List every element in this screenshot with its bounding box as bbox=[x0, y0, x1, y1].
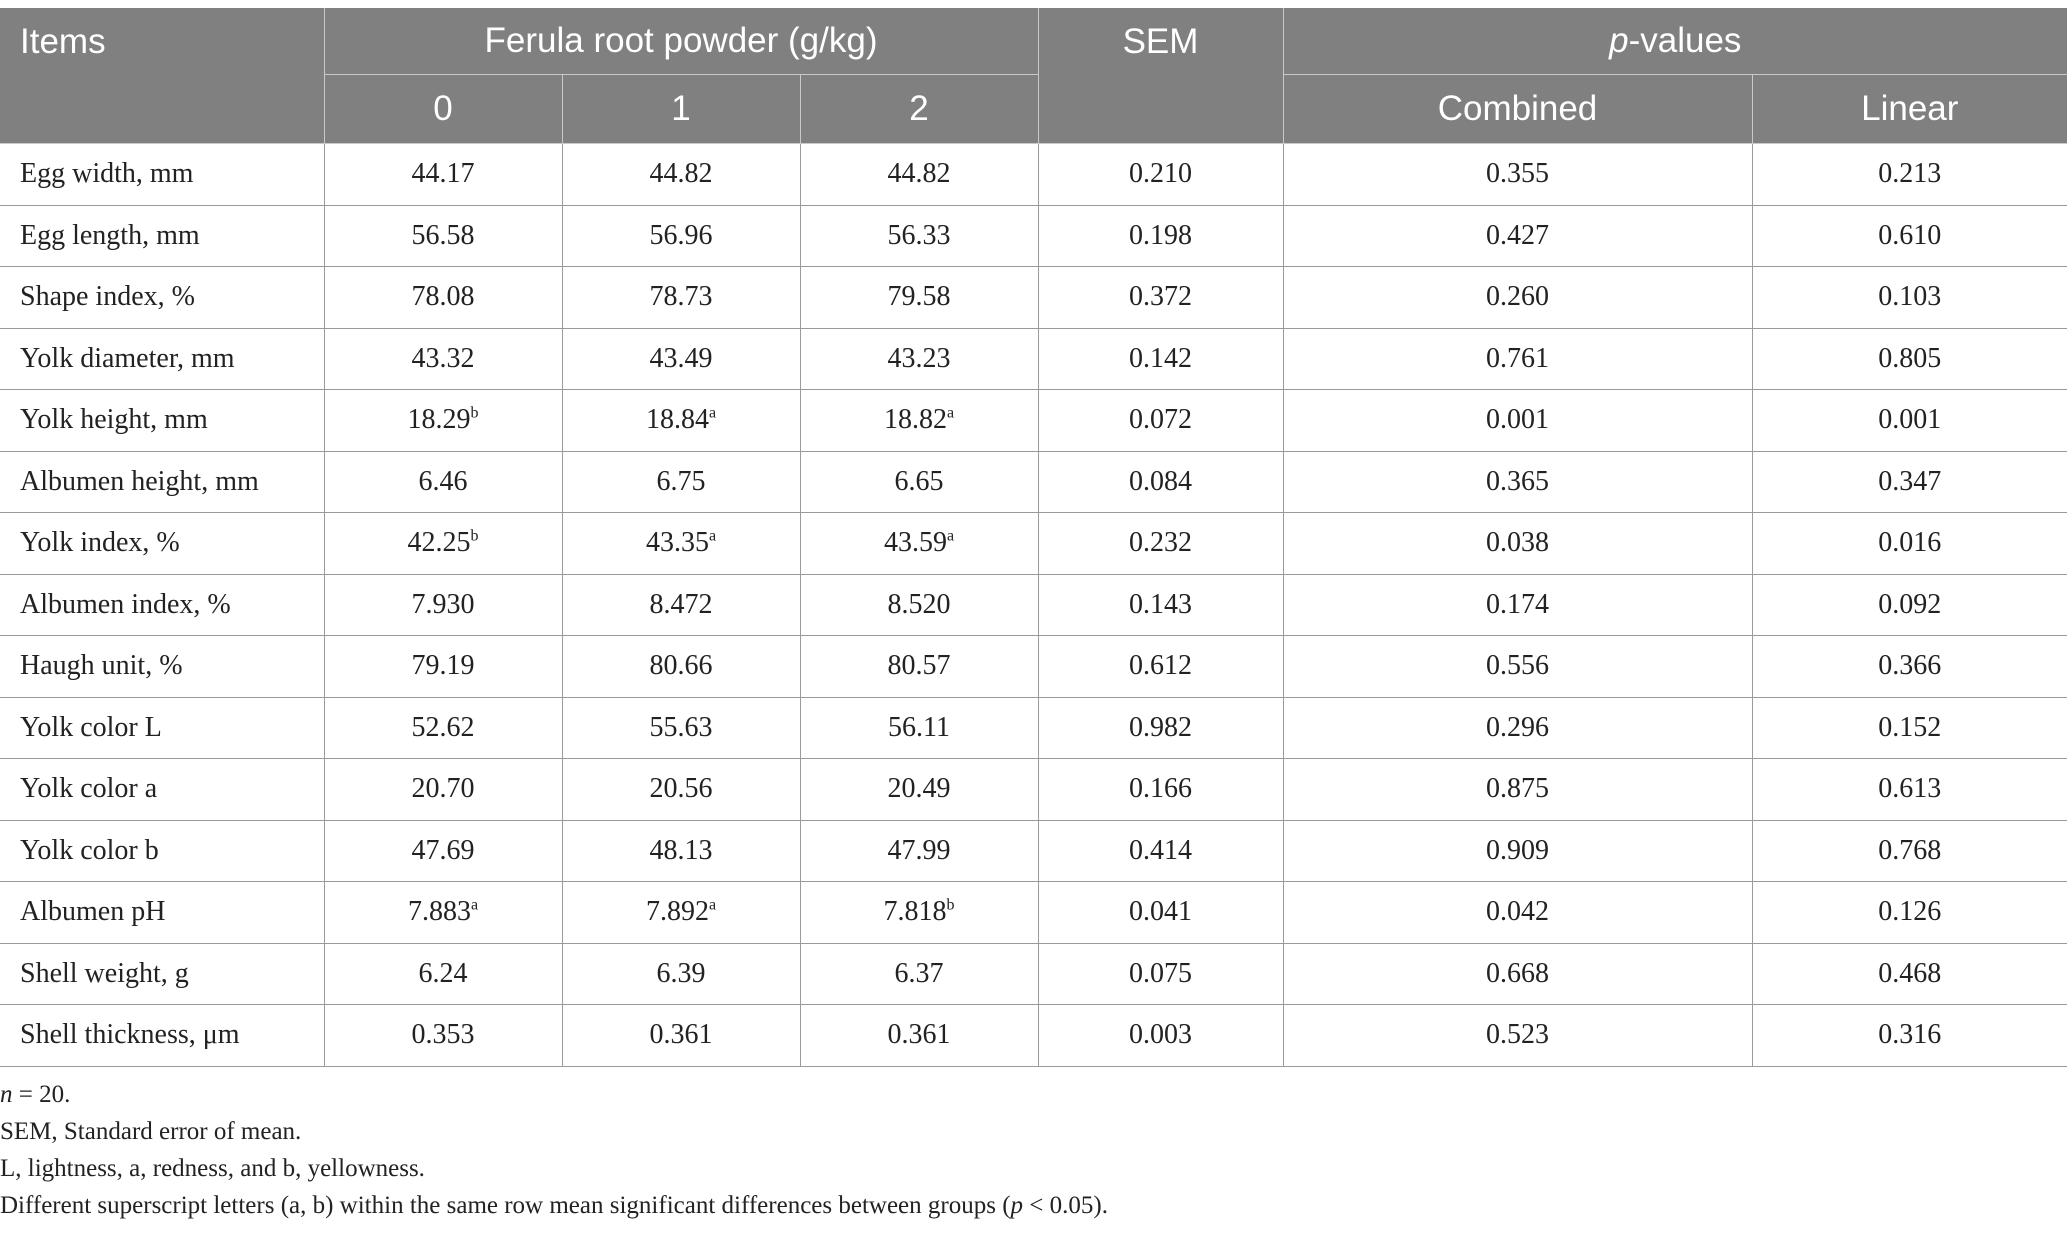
combined-pvalue-text: 0.427 bbox=[1486, 219, 1550, 251]
linear-pvalue bbox=[1752, 144, 2067, 206]
dose-2-value-text: 44.82 bbox=[887, 158, 951, 190]
dose-2-header: 2 bbox=[800, 75, 1038, 144]
footnote-significance bbox=[0, 1187, 1108, 1224]
dose-0-value-text: 56.58 bbox=[411, 219, 475, 251]
linear-pvalue-text: 0.366 bbox=[1878, 650, 1942, 682]
linear-pvalue-text: 0.016 bbox=[1878, 527, 1942, 559]
combined-pvalue-text: 0.365 bbox=[1486, 465, 1550, 497]
row-label bbox=[0, 451, 324, 513]
linear-pvalue bbox=[1752, 820, 2067, 882]
footnote-n-text: = 20. bbox=[12, 1081, 71, 1108]
dose-2-value bbox=[800, 820, 1038, 882]
row-label bbox=[0, 759, 324, 821]
row-label bbox=[0, 636, 324, 698]
linear-pvalue-text: 0.092 bbox=[1878, 588, 1942, 620]
significance-superscript: a bbox=[946, 527, 955, 545]
dose-2-value-text: 8.520 bbox=[887, 588, 951, 620]
row-label-text: Yolk color L bbox=[20, 711, 162, 743]
sem-value bbox=[1038, 820, 1283, 882]
dose-2-value-text: 43.23 bbox=[887, 342, 951, 374]
dose-2-value-text: 43.59 bbox=[883, 527, 947, 559]
linear-pvalue bbox=[1752, 267, 2067, 329]
dose-0-value-text: 18.29 bbox=[407, 404, 471, 436]
combined-pvalue-text: 0.174 bbox=[1486, 588, 1550, 620]
footnote-sem: SEM, Standard error of mean. bbox=[0, 1118, 302, 1145]
dose-1-value-text: 0.361 bbox=[649, 1019, 713, 1051]
dose-1-value bbox=[562, 267, 800, 329]
dose-1-value-text: 80.66 bbox=[649, 650, 713, 682]
linear-pvalue-text: 0.468 bbox=[1878, 957, 1942, 989]
dose-0-header: 0 bbox=[324, 75, 562, 144]
table-footnotes bbox=[0, 1076, 1108, 1224]
combined-pvalue bbox=[1283, 636, 1752, 698]
dose-2-value-text: 80.57 bbox=[887, 650, 951, 682]
row-label-text: Egg length, mm bbox=[20, 219, 200, 251]
row-label-text: Yolk color a bbox=[20, 773, 158, 805]
dose-0-value-text: 52.62 bbox=[411, 711, 475, 743]
pvalues-header bbox=[1283, 8, 2067, 75]
combined-pvalue-text: 0.875 bbox=[1486, 773, 1550, 805]
dose-2-value bbox=[800, 451, 1038, 513]
dose-2-value bbox=[800, 390, 1038, 452]
linear-pvalue bbox=[1752, 759, 2067, 821]
dose-0-value bbox=[324, 267, 562, 329]
footnote-sig-after: < 0.05). bbox=[1023, 1192, 1108, 1219]
dose-0-value-text: 47.69 bbox=[411, 834, 475, 866]
sem-value-text: 0.612 bbox=[1129, 650, 1193, 682]
dose-1-value-text: 44.82 bbox=[649, 158, 713, 190]
ferula-group-header: Ferula root powder (g/kg) bbox=[324, 8, 1038, 75]
table-row bbox=[0, 697, 2067, 759]
row-label bbox=[0, 574, 324, 636]
dose-0-value-text: 7.930 bbox=[411, 588, 475, 620]
linear-pvalue-text: 0.152 bbox=[1878, 711, 1942, 743]
dose-0-value-text: 42.25 bbox=[407, 527, 471, 559]
dose-2-value bbox=[800, 636, 1038, 698]
sem-value-text: 0.210 bbox=[1129, 158, 1193, 190]
sem-value-text: 0.041 bbox=[1129, 896, 1193, 928]
linear-pvalue-text: 0.213 bbox=[1878, 158, 1942, 190]
dose-2-value-text: 56.33 bbox=[887, 219, 951, 251]
footnote-n-italic: n bbox=[0, 1081, 13, 1108]
combined-pvalue-text: 0.761 bbox=[1486, 342, 1550, 374]
table-row bbox=[0, 820, 2067, 882]
dose-1-value-text: 55.63 bbox=[649, 711, 713, 743]
combined-pvalue-text: 0.042 bbox=[1486, 896, 1550, 928]
dose-0-value bbox=[324, 144, 562, 206]
combined-pvalue bbox=[1283, 574, 1752, 636]
sem-value-text: 0.166 bbox=[1129, 773, 1193, 805]
linear-header: Linear bbox=[1752, 75, 2067, 144]
table-row bbox=[0, 205, 2067, 267]
table-row bbox=[0, 451, 2067, 513]
row-label-text: Albumen index, % bbox=[20, 588, 231, 620]
dose-0-value-text: 43.32 bbox=[411, 342, 475, 374]
dose-1-value bbox=[562, 943, 800, 1005]
dose-0-value-text: 44.17 bbox=[411, 158, 475, 190]
dose-2-value bbox=[800, 328, 1038, 390]
dose-0-value-text: 6.24 bbox=[418, 957, 468, 989]
linear-pvalue-text: 0.103 bbox=[1878, 281, 1942, 313]
dose-0-value-text: 20.70 bbox=[411, 773, 475, 805]
footnote-color: L, lightness, a, redness, and b, yellowness. bbox=[0, 1155, 425, 1182]
row-label-text: Shell weight, g bbox=[20, 957, 189, 989]
table-body bbox=[0, 144, 2067, 1067]
row-label-text: Yolk index, % bbox=[20, 527, 180, 559]
row-label-text: Yolk height, mm bbox=[20, 404, 208, 436]
dose-2-value-text: 7.818 bbox=[883, 896, 947, 928]
dose-1-value-text: 56.96 bbox=[649, 219, 713, 251]
combined-pvalue-text: 0.001 bbox=[1486, 404, 1550, 436]
table-row bbox=[0, 943, 2067, 1005]
linear-pvalue-text: 0.610 bbox=[1878, 219, 1942, 251]
table-row bbox=[0, 759, 2067, 821]
footnote-sig-italic: p bbox=[1010, 1192, 1024, 1219]
sem-value-text: 0.232 bbox=[1129, 527, 1193, 559]
sem-value bbox=[1038, 513, 1283, 575]
dose-2-value bbox=[800, 943, 1038, 1005]
dose-1-value-text: 6.39 bbox=[656, 957, 706, 989]
linear-pvalue bbox=[1752, 451, 2067, 513]
table-row bbox=[0, 1005, 2067, 1067]
combined-pvalue-text: 0.556 bbox=[1486, 650, 1550, 682]
sem-value bbox=[1038, 267, 1283, 329]
combined-pvalue bbox=[1283, 328, 1752, 390]
table-row bbox=[0, 882, 2067, 944]
footnote-n bbox=[0, 1076, 1108, 1113]
dose-1-value-text: 18.84 bbox=[645, 404, 709, 436]
sem-value bbox=[1038, 759, 1283, 821]
dose-1-value bbox=[562, 390, 800, 452]
dose-2-value-text: 6.65 bbox=[894, 465, 944, 497]
pvalues-header-text: -values bbox=[1628, 21, 1742, 60]
linear-pvalue bbox=[1752, 513, 2067, 575]
row-label bbox=[0, 328, 324, 390]
linear-pvalue-text: 0.126 bbox=[1878, 896, 1942, 928]
combined-pvalue bbox=[1283, 697, 1752, 759]
dose-2-value-text: 18.82 bbox=[883, 404, 947, 436]
dose-2-value bbox=[800, 697, 1038, 759]
dose-2-value bbox=[800, 574, 1038, 636]
dose-2-value bbox=[800, 513, 1038, 575]
row-label bbox=[0, 697, 324, 759]
dose-1-value bbox=[562, 1005, 800, 1067]
combined-pvalue bbox=[1283, 451, 1752, 513]
dose-0-value-text: 78.08 bbox=[411, 281, 475, 313]
dose-1-value-text: 8.472 bbox=[649, 588, 713, 620]
linear-pvalue bbox=[1752, 697, 2067, 759]
significance-superscript: b bbox=[470, 527, 479, 545]
dose-2-value-text: 56.11 bbox=[888, 711, 950, 743]
table-row bbox=[0, 513, 2067, 575]
dose-1-value bbox=[562, 820, 800, 882]
dose-2-value bbox=[800, 759, 1038, 821]
dose-2-value-text: 47.99 bbox=[887, 834, 951, 866]
linear-pvalue bbox=[1752, 390, 2067, 452]
dose-0-value-text: 6.46 bbox=[418, 465, 468, 497]
table-row bbox=[0, 144, 2067, 206]
header-row-1 bbox=[0, 8, 2067, 75]
significance-superscript: a bbox=[946, 404, 955, 422]
linear-pvalue bbox=[1752, 943, 2067, 1005]
row-label bbox=[0, 820, 324, 882]
table-container bbox=[0, 8, 2067, 1067]
significance-superscript: b bbox=[470, 404, 479, 422]
linear-pvalue bbox=[1752, 1005, 2067, 1067]
table-row bbox=[0, 636, 2067, 698]
combined-pvalue bbox=[1283, 943, 1752, 1005]
row-label-text: Yolk diameter, mm bbox=[20, 342, 235, 374]
sem-value bbox=[1038, 943, 1283, 1005]
sem-value bbox=[1038, 636, 1283, 698]
sem-value bbox=[1038, 144, 1283, 206]
row-label bbox=[0, 943, 324, 1005]
linear-pvalue-text: 0.316 bbox=[1878, 1019, 1942, 1051]
dose-1-value-text: 6.75 bbox=[656, 465, 706, 497]
combined-pvalue bbox=[1283, 390, 1752, 452]
sem-value bbox=[1038, 1005, 1283, 1067]
dose-1-value bbox=[562, 697, 800, 759]
sem-value bbox=[1038, 574, 1283, 636]
dose-2-value bbox=[800, 205, 1038, 267]
sem-value bbox=[1038, 328, 1283, 390]
sem-value-text: 0.142 bbox=[1129, 342, 1193, 374]
dose-2-value bbox=[800, 1005, 1038, 1067]
dose-1-value bbox=[562, 759, 800, 821]
row-label bbox=[0, 513, 324, 575]
egg-quality-table bbox=[0, 8, 2067, 1067]
combined-pvalue bbox=[1283, 205, 1752, 267]
row-label bbox=[0, 882, 324, 944]
combined-pvalue-text: 0.668 bbox=[1486, 957, 1550, 989]
sem-value bbox=[1038, 205, 1283, 267]
sem-value-text: 0.075 bbox=[1129, 957, 1193, 989]
dose-2-value bbox=[800, 882, 1038, 944]
significance-superscript: a bbox=[470, 896, 479, 914]
dose-1-value bbox=[562, 636, 800, 698]
combined-pvalue-text: 0.296 bbox=[1486, 711, 1550, 743]
linear-pvalue-text: 0.347 bbox=[1878, 465, 1942, 497]
row-label-text: Albumen height, mm bbox=[20, 465, 259, 497]
linear-pvalue-text: 0.001 bbox=[1878, 404, 1942, 436]
sem-value-text: 0.198 bbox=[1129, 219, 1193, 251]
linear-pvalue bbox=[1752, 636, 2067, 698]
linear-pvalue-text: 0.768 bbox=[1878, 834, 1942, 866]
table-row bbox=[0, 267, 2067, 329]
sem-value bbox=[1038, 882, 1283, 944]
combined-pvalue-text: 0.260 bbox=[1486, 281, 1550, 313]
dose-1-header: 1 bbox=[562, 75, 800, 144]
combined-pvalue bbox=[1283, 759, 1752, 821]
sem-value-text: 0.072 bbox=[1129, 404, 1193, 436]
dose-1-value bbox=[562, 513, 800, 575]
dose-0-value bbox=[324, 759, 562, 821]
combined-pvalue bbox=[1283, 1005, 1752, 1067]
dose-0-value-text: 7.883 bbox=[407, 896, 471, 928]
significance-superscript: a bbox=[708, 896, 717, 914]
sem-value bbox=[1038, 451, 1283, 513]
dose-0-value bbox=[324, 574, 562, 636]
combined-pvalue-text: 0.523 bbox=[1486, 1019, 1550, 1051]
significance-superscript: a bbox=[708, 527, 717, 545]
linear-pvalue-text: 0.613 bbox=[1878, 773, 1942, 805]
dose-2-value-text: 20.49 bbox=[887, 773, 951, 805]
combined-header: Combined bbox=[1283, 75, 1752, 144]
dose-0-value bbox=[324, 882, 562, 944]
sem-value-text: 0.003 bbox=[1129, 1019, 1193, 1051]
dose-1-value-text: 43.35 bbox=[645, 527, 709, 559]
significance-superscript: b bbox=[946, 896, 955, 914]
significance-superscript: a bbox=[708, 404, 717, 422]
dose-0-value bbox=[324, 1005, 562, 1067]
dose-0-value bbox=[324, 697, 562, 759]
sem-value-text: 0.982 bbox=[1129, 711, 1193, 743]
dose-1-value-text: 43.49 bbox=[649, 342, 713, 374]
row-label-text: Albumen pH bbox=[20, 896, 166, 928]
dose-1-value bbox=[562, 205, 800, 267]
dose-1-value bbox=[562, 144, 800, 206]
dose-2-value bbox=[800, 267, 1038, 329]
linear-pvalue-text: 0.805 bbox=[1878, 342, 1942, 374]
dose-1-value bbox=[562, 328, 800, 390]
linear-pvalue bbox=[1752, 574, 2067, 636]
combined-pvalue bbox=[1283, 267, 1752, 329]
dose-1-value-text: 48.13 bbox=[649, 834, 713, 866]
combined-pvalue bbox=[1283, 144, 1752, 206]
sem-value-text: 0.084 bbox=[1129, 465, 1193, 497]
row-label-text: Shell thickness, μm bbox=[20, 1019, 240, 1051]
dose-0-value bbox=[324, 205, 562, 267]
dose-1-value bbox=[562, 574, 800, 636]
dose-0-value bbox=[324, 390, 562, 452]
sem-value bbox=[1038, 390, 1283, 452]
combined-pvalue bbox=[1283, 820, 1752, 882]
sem-header: SEM bbox=[1038, 8, 1283, 144]
linear-pvalue bbox=[1752, 205, 2067, 267]
combined-pvalue-text: 0.355 bbox=[1486, 158, 1550, 190]
footnote-sig-before: Different superscript letters (a, b) within the same row mean significant differences between groups ( bbox=[0, 1192, 1011, 1219]
row-label-text: Egg width, mm bbox=[20, 158, 194, 190]
items-header: Items bbox=[0, 8, 324, 144]
sem-value bbox=[1038, 697, 1283, 759]
combined-pvalue bbox=[1283, 882, 1752, 944]
row-label bbox=[0, 267, 324, 329]
row-label bbox=[0, 205, 324, 267]
dose-0-value bbox=[324, 451, 562, 513]
sem-value-text: 0.143 bbox=[1129, 588, 1193, 620]
dose-0-value bbox=[324, 328, 562, 390]
dose-2-value-text: 79.58 bbox=[887, 281, 951, 313]
sem-value-text: 0.414 bbox=[1129, 834, 1193, 866]
row-label-text: Shape index, % bbox=[20, 281, 195, 313]
dose-2-value bbox=[800, 144, 1038, 206]
table-row bbox=[0, 390, 2067, 452]
dose-2-value-text: 6.37 bbox=[894, 957, 944, 989]
dose-1-value bbox=[562, 451, 800, 513]
dose-1-value-text: 78.73 bbox=[649, 281, 713, 313]
dose-0-value bbox=[324, 513, 562, 575]
table-row bbox=[0, 328, 2067, 390]
combined-pvalue-text: 0.038 bbox=[1486, 527, 1550, 559]
combined-pvalue bbox=[1283, 513, 1752, 575]
combined-pvalue-text: 0.909 bbox=[1486, 834, 1550, 866]
table-row bbox=[0, 574, 2067, 636]
linear-pvalue bbox=[1752, 328, 2067, 390]
linear-pvalue bbox=[1752, 882, 2067, 944]
dose-1-value bbox=[562, 882, 800, 944]
row-label bbox=[0, 144, 324, 206]
dose-0-value bbox=[324, 943, 562, 1005]
dose-1-value-text: 20.56 bbox=[649, 773, 713, 805]
dose-0-value-text: 79.19 bbox=[411, 650, 475, 682]
dose-1-value-text: 7.892 bbox=[645, 896, 709, 928]
dose-0-value bbox=[324, 636, 562, 698]
row-label-text: Haugh unit, % bbox=[20, 650, 183, 682]
row-label bbox=[0, 390, 324, 452]
dose-2-value-text: 0.361 bbox=[887, 1019, 951, 1051]
sem-value-text: 0.372 bbox=[1129, 281, 1193, 313]
row-label-text: Yolk color b bbox=[20, 834, 159, 866]
row-label bbox=[0, 1005, 324, 1067]
dose-0-value-text: 0.353 bbox=[411, 1019, 475, 1051]
dose-0-value bbox=[324, 820, 562, 882]
pvalues-header-italic: p bbox=[1609, 21, 1629, 60]
